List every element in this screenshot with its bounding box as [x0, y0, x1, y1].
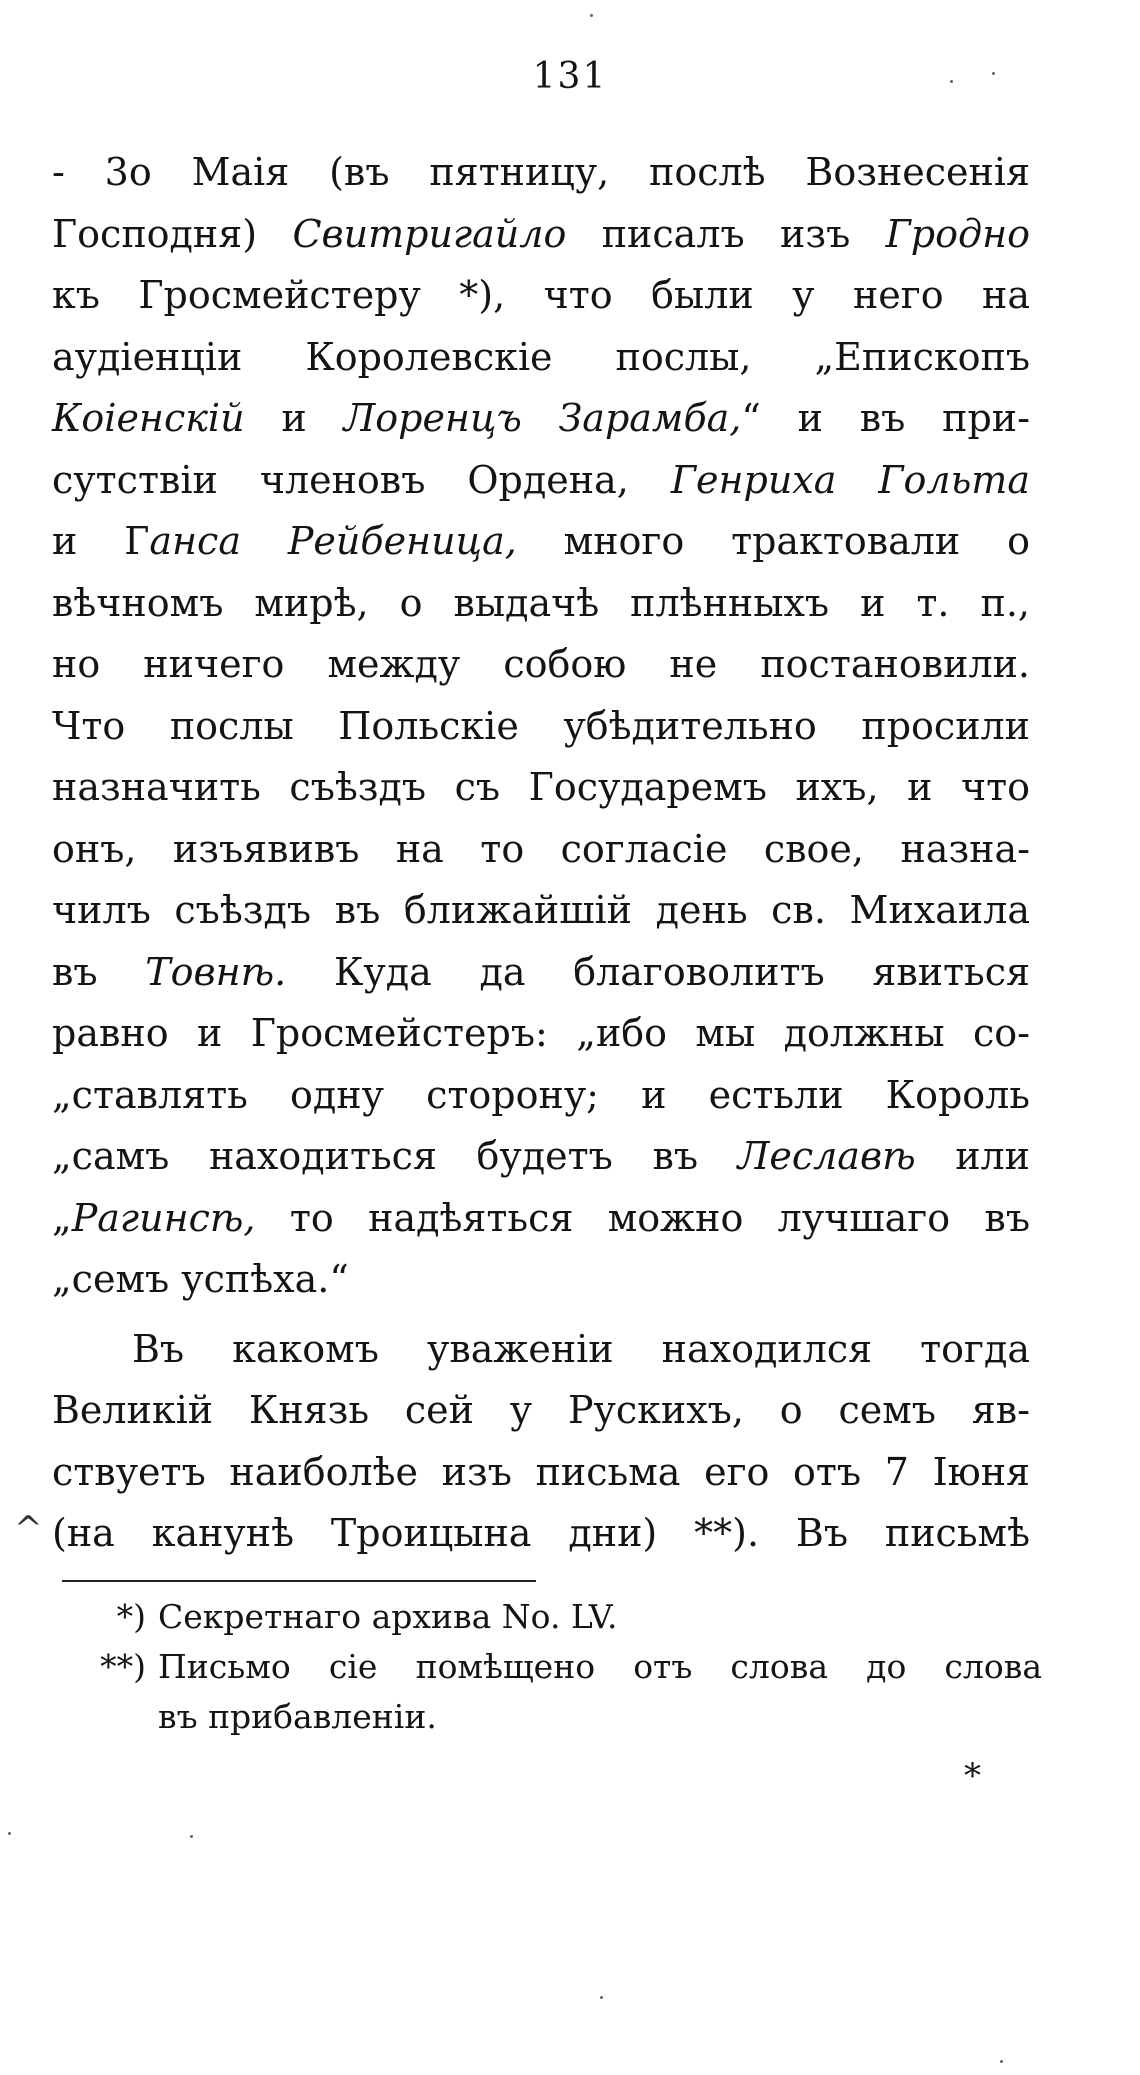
text-line: [14, 1503, 1030, 1565]
text-line: „семъ успѣха.“: [52, 1257, 349, 1301]
text-line: онъ, изъявивъ на то согласіе свое, назна-: [52, 826, 1030, 871]
paper-speck: [590, 14, 593, 17]
text-line: „ставлять одну сторону; и естьли Король: [52, 1072, 1030, 1117]
footnote-mark: *): [116, 1597, 146, 1636]
text-line-content: (на канунѣ Троицына дни) **). Въ письмѣ: [52, 1511, 1030, 1555]
catchword: *: [964, 1756, 981, 1796]
italic-name: Коіенскій: [52, 396, 245, 440]
text-line: Что послы Польскіе убѣдительно просили: [52, 703, 1030, 748]
text-line: ствуетъ наиболѣе изъ письма его отъ 7 Іюня: [52, 1449, 1030, 1494]
margin-caret-icon: ^: [14, 1509, 43, 1549]
italic-place: Рагинсѣ,: [71, 1195, 256, 1240]
footnote: [60, 1642, 1042, 1692]
paper-speck: [950, 80, 953, 83]
footnotes: [60, 1592, 1042, 1742]
italic-place: Товнѣ.: [145, 949, 287, 994]
text-line: „Рагинсѣ, то надѣяться можно лучшаго въ: [52, 1195, 1030, 1240]
text-line: „самъ находиться будетъ въ Леславѣ или: [52, 1134, 1030, 1178]
italic-name: Лоренцъ Зарамба,: [343, 396, 742, 440]
text-line: чилъ съѣздъ въ ближайшій день св. Михаила: [52, 888, 1030, 932]
paper-speck: [992, 72, 995, 75]
text-line: назначить съѣздъ съ Государемъ ихъ, и что: [52, 765, 1030, 809]
text-line: Господня) Свитригайло писалъ изъ Гродно: [52, 211, 1030, 256]
page-number: 131: [532, 56, 608, 97]
italic-name: Генриха Гольта: [670, 457, 1030, 502]
italic-place: Леславѣ: [737, 1134, 916, 1178]
text-line: сутствіи членовъ Ордена, Генриха Гольта: [52, 457, 1030, 502]
text-line: но ничего между собою не постановили.: [52, 642, 1030, 686]
text-line: къ Гросмейстеру *), что были у него на: [52, 273, 1030, 317]
text-line: вѣчномъ мирѣ, о выдачѣ плѣнныхъ и т. п.,: [52, 580, 1030, 625]
text-line: и Ганса Рейбеница, много трактовали о: [52, 519, 1030, 563]
paper-speck: [8, 1832, 11, 1835]
italic-name: анса Рейбеница,: [149, 519, 517, 563]
paper-speck: [600, 1996, 603, 1999]
footnote: [60, 1592, 1042, 1642]
text-line: въ Товнѣ. Куда да благоволитъ явиться: [52, 949, 1030, 994]
italic-place: Гродно: [885, 211, 1030, 256]
text-line: Коіенскій и Лоренцъ Зарамба,“ и въ при-: [52, 396, 1030, 440]
body-text: [14, 142, 1030, 1565]
footnote-text: Секретнаго архива No. LV.: [158, 1597, 618, 1636]
italic-name: Свитригайло: [292, 211, 567, 256]
text-line: равно и Гросмейстеръ: „ибо мы должны со-: [52, 1011, 1030, 1055]
paper-speck: [1000, 2060, 1003, 2063]
text-line: - 3о Маія (въ пятницу, послѣ Вознесенія: [52, 150, 1030, 194]
footnote-text: Письмо сіе помѣщено отъ слова до слова: [158, 1647, 1042, 1686]
text-line: Въ какомъ уваженіи находился тогда: [132, 1326, 1030, 1371]
footnote-continuation: въ прибавленіи.: [158, 1697, 437, 1736]
paper-speck: [190, 1835, 193, 1838]
footnote-rule: [62, 1580, 536, 1582]
footnote-mark: **): [100, 1647, 146, 1686]
text-line: аудіенціи Королевскіе послы, „Епископъ: [52, 334, 1030, 379]
text-line: Великій Князь сей у Рускихъ, о семъ яв-: [52, 1388, 1030, 1432]
